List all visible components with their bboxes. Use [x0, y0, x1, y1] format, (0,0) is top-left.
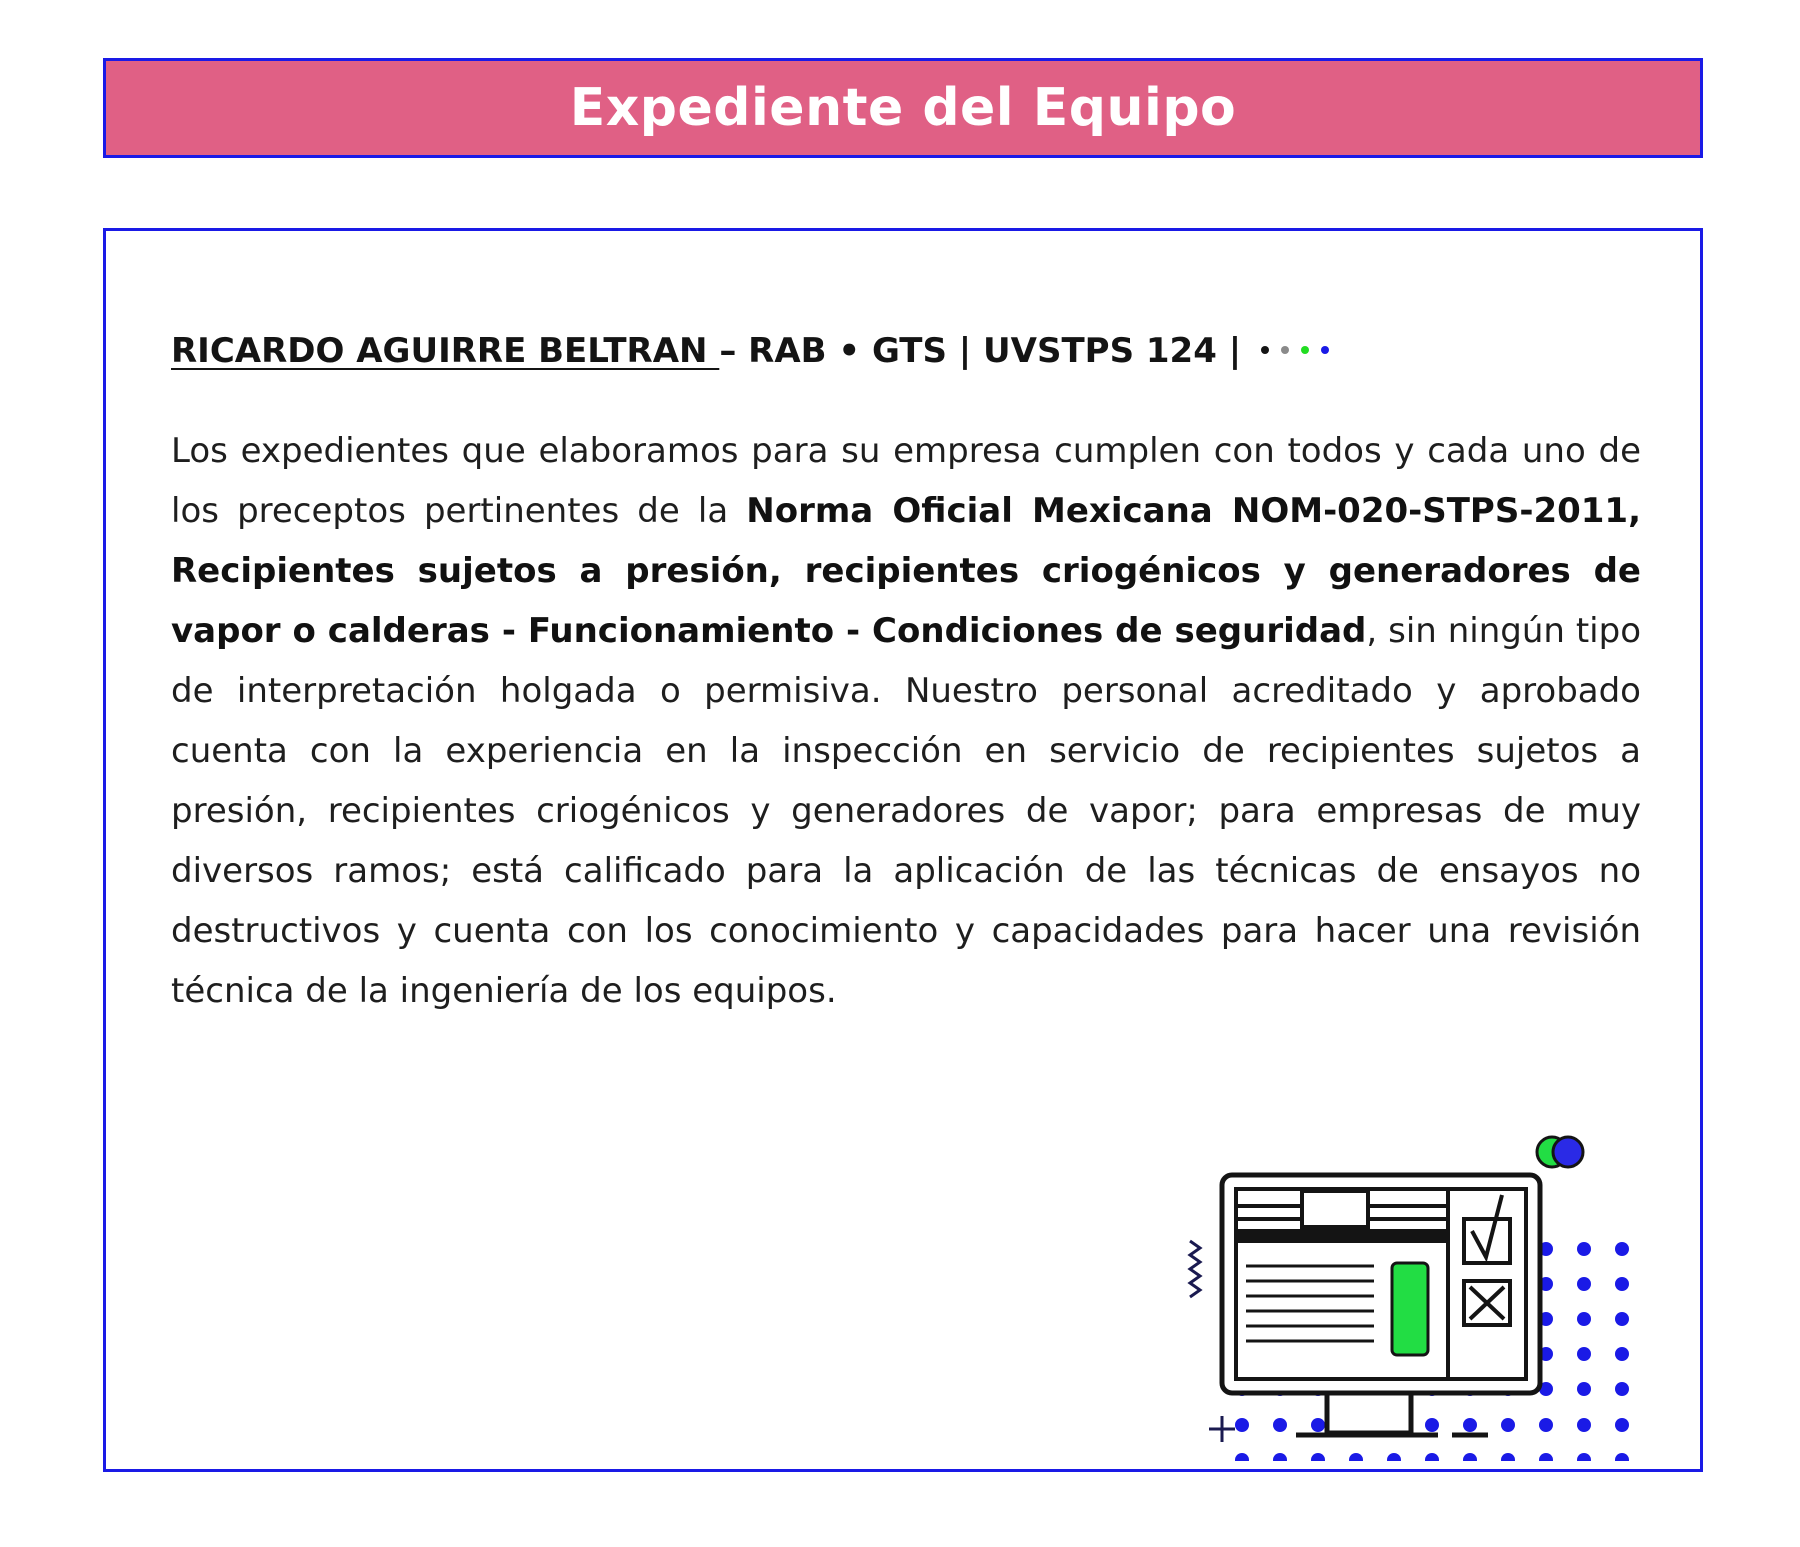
grid-dot [1615, 1418, 1629, 1432]
grid-dot [1577, 1312, 1591, 1326]
grid-dot [1577, 1382, 1591, 1396]
dot [1261, 346, 1269, 354]
grid-dot [1577, 1277, 1591, 1291]
dot [1281, 346, 1289, 354]
monitor-checklist-icon [1146, 1061, 1666, 1461]
grid-dot [1235, 1453, 1249, 1461]
grid-dot [1311, 1453, 1325, 1461]
green-status-bar [1392, 1263, 1428, 1355]
person-name: RICARDO AGUIRRE BELTRAN [171, 331, 720, 371]
grid-dot [1235, 1418, 1249, 1432]
paragraph-norm-title: Norma Oficial Mexicana NOM-020-STPS-2011, Recipientes sujetos a presión, recipientes criogénicos y generadores de vapor o calderas - Funcionamiento - Condiciones de seguridad [171, 491, 1641, 651]
dot [1301, 346, 1309, 354]
grid-dot [1463, 1453, 1477, 1461]
dot [1321, 346, 1329, 354]
grid-dot [1273, 1453, 1287, 1461]
plus-icon [1209, 1416, 1235, 1442]
grid-dot [1539, 1418, 1553, 1432]
grid-dot [1615, 1312, 1629, 1326]
grid-dot [1273, 1418, 1287, 1432]
body-paragraph [171, 421, 1641, 1021]
window-header-bar [1236, 1229, 1448, 1243]
header-credentials: – RAB • GTS | UVSTPS 124 | [719, 331, 1242, 371]
window-tab [1302, 1191, 1368, 1227]
grid-dot [1577, 1453, 1591, 1461]
grid-dot [1615, 1242, 1629, 1256]
grid-dot [1577, 1418, 1591, 1432]
grid-dot [1425, 1453, 1439, 1461]
decorative-dots [1261, 346, 1329, 354]
zigzag-icon [1190, 1241, 1200, 1297]
content-box [103, 228, 1703, 1472]
grid-dot [1615, 1453, 1629, 1461]
grid-dot [1539, 1453, 1553, 1461]
blue-circle [1553, 1137, 1583, 1167]
grid-dot [1463, 1418, 1477, 1432]
header-line [171, 331, 1651, 372]
paragraph-body: , sin ningún tipo de interpretación holgada o permisiva. Nuestro personal acreditado y aprobado cuenta con la experiencia en la inspección en servicio de recipientes sujetos a presión, recipientes criogénicos y generadores de vapor; para empresas de muy diversos ramos; está calificado para la aplicación de las técnicas de ensayos no destructivos y cuenta con los conocimiento y capacidades para hacer una revisión técnica de la ingeniería de los equipos. [171, 611, 1642, 1011]
grid-dot [1349, 1453, 1363, 1461]
grid-dot [1501, 1418, 1515, 1432]
title-banner [103, 58, 1703, 158]
grid-dot [1615, 1347, 1629, 1361]
grid-dot [1577, 1347, 1591, 1361]
grid-dot [1387, 1453, 1401, 1461]
grid-dot [1501, 1453, 1515, 1461]
grid-dot [1311, 1418, 1325, 1432]
page-title: Expediente del Equipo [569, 78, 1237, 138]
grid-dot [1615, 1382, 1629, 1396]
grid-dot [1425, 1418, 1439, 1432]
grid-dot [1615, 1277, 1629, 1291]
paragraph-intro: Los expedientes que elaboramos para su empresa cumplen con todos y cada uno de los preceptos pertinentes de la [171, 431, 1641, 531]
grid-dot [1577, 1242, 1591, 1256]
